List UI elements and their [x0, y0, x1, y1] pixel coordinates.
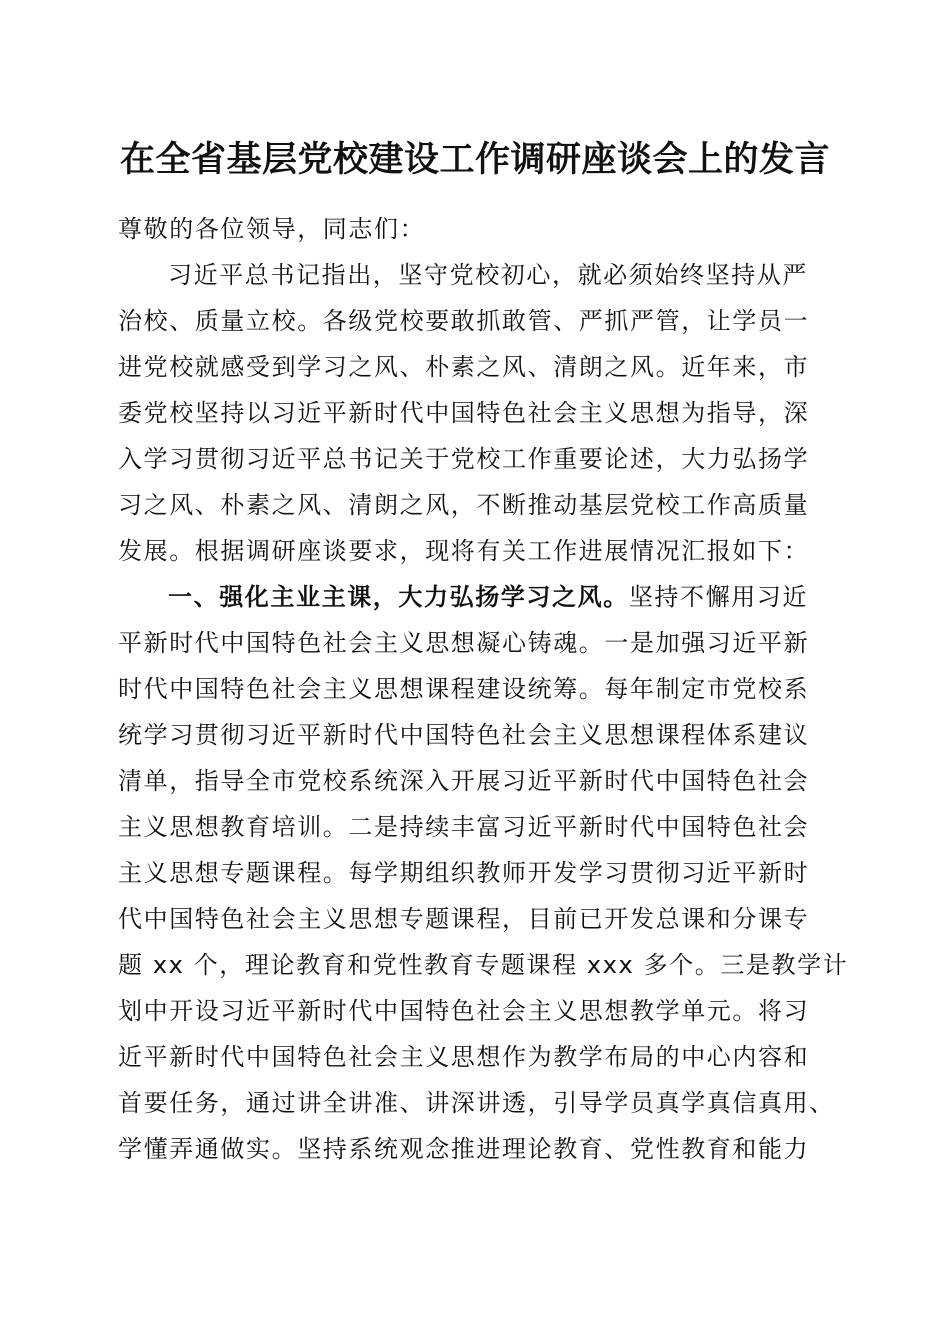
paragraph-line: 习之风、朴素之风、清朗之风，不断推动基层党校工作高质量 — [118, 491, 810, 519]
paragraph-line: 学懂弄通做实。坚持系统观念推进理论教育、党性教育和能力 — [118, 1135, 810, 1163]
paragraph-line: 题 xx 个，理论教育和党性教育专题课程 xxx 多个。三是教学计 — [118, 951, 849, 979]
paragraph-line: 主义思想专题课程。每学期组织教师开发学习贯彻习近平新时 — [118, 859, 810, 887]
section-1-first-line — [118, 574, 832, 620]
paragraph-line: 近平新时代中国特色社会主义思想作为教学布局的中心内容和 — [118, 1043, 810, 1071]
paragraph-line: 入学习贯彻习近平总书记关于党校工作重要论述，大力弘扬学 — [118, 445, 810, 473]
section-1-first-line-text: 坚持不懈用习近 — [628, 583, 809, 611]
paragraph-line: 发展。根据调研座谈要求，现将有关工作进展情况汇报如下： — [118, 537, 810, 565]
paragraph-line: 习近平总书记指出，坚守党校初心，就必须始终坚持从严 — [168, 261, 808, 289]
paragraph-line: 进党校就感受到学习之风、朴素之风、清朗之风。近年来，市 — [118, 353, 810, 381]
paragraph-line: 统学习贯彻习近平新时代中国特色社会主义思想课程体系建议 — [118, 721, 810, 749]
paragraph-line: 时代中国特色社会主义思想课程建设统筹。每年制定市党校系 — [118, 675, 810, 703]
salutation: 尊敬的各位领导，同志们： — [118, 215, 426, 243]
paragraph-line: 清单，指导全市党校系统深入开展习近平新时代中国特色社会 — [118, 767, 810, 795]
document-title: 在全省基层党校建设工作调研座谈会上的发言 — [119, 139, 830, 180]
document-body — [118, 206, 849, 1172]
paragraph-line: 委党校坚持以习近平新时代中国特色社会主义思想为指导，深 — [118, 399, 810, 427]
section-1-heading: 一、强化主业主课，大力弘扬学习之风。 — [168, 583, 629, 611]
paragraph-line: 治校、质量立校。各级党校要敢抓敢管、严抓严管，让学员一 — [118, 307, 810, 335]
paragraph-line: 平新时代中国特色社会主义思想凝心铸魂。一是加强习近平新 — [118, 629, 810, 657]
paragraph-line: 主义思想教育培训。二是持续丰富习近平新时代中国特色社会 — [118, 813, 810, 841]
paragraph-line: 首要任务，通过讲全讲准、讲深讲透，引导学员真学真信真用、 — [118, 1089, 835, 1117]
paragraph-line: 划中开设习近平新时代中国特色社会主义思想教学单元。将习 — [118, 997, 810, 1025]
paragraph-line: 代中国特色社会主义思想专题课程，目前已开发总课和分课专 — [118, 905, 810, 933]
